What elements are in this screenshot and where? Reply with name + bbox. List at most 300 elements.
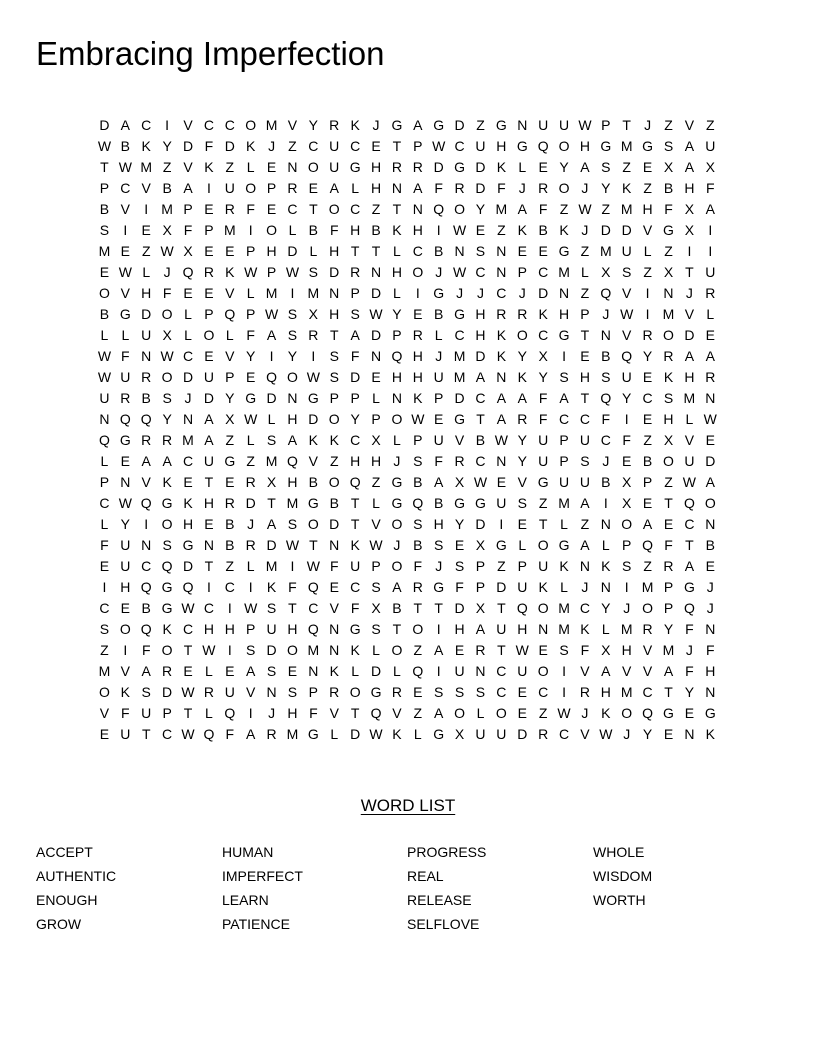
- grid-row: [94, 388, 721, 409]
- grid-letter: T: [622, 117, 631, 133]
- grid-letter: C: [350, 138, 361, 154]
- grid-letter: G: [558, 327, 570, 343]
- grid-letter: C: [182, 453, 194, 469]
- grid-letter: T: [664, 684, 673, 700]
- grid-letter: X: [622, 474, 632, 490]
- grid-letter: B: [538, 222, 548, 238]
- grid-letter: L: [246, 432, 255, 448]
- grid-letter: E: [642, 159, 653, 175]
- grid-letter: V: [642, 642, 653, 658]
- grid-letter: H: [454, 621, 465, 637]
- grid-letter: I: [206, 579, 211, 595]
- grid-letter: V: [580, 726, 590, 742]
- grid-letter: G: [391, 117, 403, 133]
- grid-letter: D: [162, 684, 173, 700]
- grid-letter: K: [225, 264, 235, 280]
- grid-letter: I: [165, 117, 170, 133]
- grid-letter: A: [141, 453, 151, 469]
- grid-letter: R: [475, 642, 486, 658]
- grid-letter: Q: [287, 453, 298, 469]
- grid-letter: Z: [413, 705, 423, 721]
- grid-letter: M: [182, 432, 194, 448]
- grid-letter: G: [182, 537, 194, 553]
- grid-letter: I: [562, 663, 566, 679]
- grid-letter: G: [433, 285, 445, 301]
- grid-letter: X: [266, 474, 277, 490]
- grid-letter: J: [268, 705, 276, 721]
- grid-letter: V: [141, 474, 151, 490]
- grid-letter: M: [662, 306, 675, 322]
- grid-letter: I: [290, 285, 295, 301]
- grid-letter: O: [328, 474, 340, 490]
- grid-letter: T: [476, 411, 485, 427]
- grid-letter: T: [183, 642, 193, 658]
- grid-letter: D: [224, 138, 235, 154]
- grid-letter: F: [309, 705, 318, 721]
- grid-letter: F: [455, 579, 464, 595]
- grid-letter: O: [537, 537, 549, 553]
- grid-row: [94, 598, 721, 619]
- grid-letter: C: [496, 684, 507, 700]
- grid-row: [94, 199, 721, 220]
- grid-letter: B: [120, 138, 130, 154]
- grid-letter: J: [706, 600, 714, 616]
- grid-letter: H: [287, 411, 298, 427]
- grid-letter: W: [285, 264, 300, 280]
- grid-letter: A: [496, 411, 507, 427]
- grid-letter: K: [580, 621, 590, 637]
- grid-letter: P: [350, 390, 360, 406]
- grid-letter: S: [601, 369, 611, 385]
- grid-letter: C: [162, 726, 173, 742]
- grid-letter: W: [118, 264, 132, 280]
- grid-letter: Q: [266, 369, 278, 385]
- grid-letter: P: [663, 579, 674, 595]
- grid-letter: J: [247, 516, 255, 532]
- grid-letter: Q: [600, 390, 612, 406]
- grid-letter: E: [266, 201, 277, 217]
- grid-letter: I: [436, 663, 441, 679]
- grid-letter: K: [705, 726, 715, 742]
- grid-letter: H: [412, 222, 423, 238]
- grid-letter: V: [517, 474, 527, 490]
- grid-letter: W: [118, 495, 132, 511]
- grid-letter: A: [141, 663, 151, 679]
- grid-letter: H: [579, 138, 590, 154]
- grid-letter: T: [580, 390, 590, 406]
- grid-letter: Z: [601, 201, 611, 217]
- grid-letter: L: [100, 327, 109, 343]
- grid-letter: I: [415, 285, 420, 301]
- grid-letter: L: [351, 180, 360, 196]
- grid-letter: N: [370, 264, 382, 280]
- grid-letter: F: [121, 348, 130, 364]
- grid-letter: Q: [537, 138, 549, 154]
- grid-letter: P: [475, 558, 486, 574]
- grid-letter: X: [308, 306, 319, 322]
- grid-letter: T: [392, 201, 402, 217]
- grid-letter: S: [475, 243, 486, 259]
- grid-letter: J: [518, 285, 526, 301]
- grid-letter: A: [496, 390, 507, 406]
- grid-row: [94, 619, 721, 640]
- grid-letter: U: [120, 369, 131, 385]
- grid-letter: T: [685, 264, 694, 280]
- grid-letter: J: [602, 453, 610, 469]
- grid-letter: X: [663, 432, 674, 448]
- grid-letter: R: [224, 201, 235, 217]
- grid-letter: R: [412, 327, 423, 343]
- grid-letter: X: [475, 600, 486, 616]
- grid-letter: L: [205, 705, 213, 721]
- grid-letter: I: [645, 306, 650, 322]
- grid-letter: Q: [203, 726, 215, 742]
- grid-letter: L: [142, 264, 151, 280]
- grid-letter: K: [246, 138, 256, 154]
- grid-letter: V: [141, 180, 151, 196]
- grid-letter: S: [246, 642, 256, 658]
- grid-letter: X: [454, 474, 465, 490]
- grid-letter: R: [162, 432, 173, 448]
- grid-letter: Q: [307, 579, 319, 595]
- grid-row: [94, 493, 721, 514]
- grid-letter: V: [622, 327, 632, 343]
- word-list-item: AUTHENTIC: [36, 868, 117, 884]
- grid-letter: S: [329, 348, 339, 364]
- grid-letter: V: [642, 222, 653, 238]
- grid-letter: U: [496, 495, 507, 511]
- grid-letter: Y: [517, 348, 527, 364]
- word-list-item: HUMAN: [222, 844, 274, 860]
- grid-letter: J: [268, 138, 276, 154]
- grid-letter: H: [224, 621, 235, 637]
- grid-letter: O: [412, 264, 424, 280]
- grid-letter: P: [246, 621, 256, 637]
- grid-letter: E: [99, 726, 110, 742]
- page-title: Embracing Imperfection: [36, 35, 385, 72]
- grid-letter: D: [684, 327, 695, 343]
- grid-letter: W: [452, 222, 467, 238]
- grid-letter: A: [120, 117, 130, 133]
- grid-letter: Y: [308, 117, 319, 133]
- grid-letter: F: [246, 327, 255, 343]
- grid-letter: O: [99, 684, 110, 700]
- grid-letter: M: [558, 495, 570, 511]
- grid-letter: N: [203, 537, 214, 553]
- grid-letter: W: [473, 474, 488, 490]
- grid-letter: E: [225, 474, 235, 490]
- grid-letter: F: [225, 726, 235, 742]
- grid-letter: V: [684, 117, 695, 133]
- grid-letter: T: [100, 159, 109, 175]
- grid-row: [94, 346, 721, 367]
- grid-letter: N: [370, 348, 382, 364]
- grid-row: [94, 304, 721, 325]
- grid-row: [94, 283, 721, 304]
- grid-letter: B: [705, 537, 715, 553]
- grid-letter: E: [99, 558, 110, 574]
- grid-row: [94, 682, 721, 703]
- grid-letter: P: [475, 579, 486, 595]
- grid-letter: T: [350, 495, 360, 511]
- grid-letter: T: [204, 474, 214, 490]
- grid-letter: V: [684, 432, 695, 448]
- grid-letter: E: [120, 243, 130, 259]
- grid-letter: Q: [140, 495, 152, 511]
- grid-letter: O: [287, 642, 298, 658]
- grid-letter: H: [287, 705, 298, 721]
- grid-letter: P: [183, 201, 193, 217]
- grid-letter: D: [329, 264, 340, 280]
- grid-letter: Q: [683, 600, 695, 616]
- grid-letter: Z: [664, 117, 673, 133]
- grid-letter: B: [642, 453, 653, 469]
- grid-letter: B: [601, 348, 611, 364]
- grid-letter: E: [225, 243, 235, 259]
- grid-letter: W: [202, 642, 216, 658]
- grid-letter: A: [183, 180, 193, 196]
- grid-letter: A: [246, 726, 256, 742]
- grid-letter: D: [329, 516, 340, 532]
- grid-letter: D: [621, 222, 632, 238]
- grid-letter: U: [705, 138, 716, 154]
- grid-letter: K: [496, 159, 507, 175]
- grid-letter: H: [433, 516, 444, 532]
- grid-letter: G: [663, 705, 674, 721]
- grid-letter: R: [579, 684, 590, 700]
- grid-letter: O: [412, 621, 424, 637]
- grid-letter: G: [537, 474, 549, 490]
- grid-row: [94, 241, 721, 262]
- grid-letter: S: [413, 453, 423, 469]
- grid-letter: V: [225, 348, 235, 364]
- grid-letter: K: [559, 222, 569, 238]
- grid-letter: V: [246, 684, 256, 700]
- grid-letter: A: [350, 327, 360, 343]
- grid-letter: E: [496, 474, 507, 490]
- grid-letter: Q: [600, 285, 612, 301]
- grid-letter: G: [454, 159, 466, 175]
- grid-letter: A: [684, 558, 695, 574]
- grid-letter: G: [307, 726, 319, 742]
- grid-letter: Z: [246, 453, 255, 469]
- grid-letter: G: [349, 621, 361, 637]
- grid-letter: G: [475, 495, 486, 511]
- grid-letter: D: [517, 726, 528, 742]
- grid-letter: K: [308, 432, 319, 448]
- grid-letter: P: [517, 264, 527, 280]
- grid-letter: X: [371, 432, 381, 448]
- grid-letter: M: [453, 369, 466, 385]
- grid-letter: D: [475, 516, 486, 532]
- grid-letter: R: [308, 327, 319, 343]
- grid-letter: S: [663, 138, 674, 154]
- grid-letter: H: [266, 243, 277, 259]
- grid-letter: S: [517, 495, 527, 511]
- grid-letter: S: [329, 369, 339, 385]
- grid-letter: G: [454, 495, 466, 511]
- grid-letter: U: [517, 579, 528, 595]
- grid-letter: L: [601, 621, 610, 637]
- grid-letter: Z: [705, 117, 715, 133]
- grid-letter: N: [600, 579, 611, 595]
- grid-letter: Q: [140, 621, 152, 637]
- grid-letter: M: [683, 390, 696, 406]
- grid-letter: P: [329, 390, 339, 406]
- grid-letter: K: [559, 558, 569, 574]
- grid-letter: D: [475, 180, 486, 196]
- grid-row: [94, 409, 721, 430]
- grid-letter: I: [227, 600, 232, 616]
- grid-letter: B: [413, 474, 423, 490]
- grid-letter: R: [224, 495, 235, 511]
- grid-letter: Q: [224, 705, 236, 721]
- grid-letter: M: [140, 159, 153, 175]
- grid-letter: S: [454, 684, 465, 700]
- grid-letter: Q: [412, 495, 424, 511]
- grid-letter: N: [496, 453, 507, 469]
- grid-letter: T: [329, 327, 339, 343]
- grid-letter: J: [372, 117, 380, 133]
- grid-letter: H: [600, 684, 611, 700]
- grid-letter: O: [558, 180, 570, 196]
- grid-letter: Y: [350, 411, 360, 427]
- grid-letter: E: [371, 369, 381, 385]
- grid-letter: P: [580, 306, 590, 322]
- grid-letter: J: [602, 306, 610, 322]
- grid-row: [94, 472, 721, 493]
- grid-letter: C: [412, 243, 423, 259]
- grid-letter: J: [581, 180, 589, 196]
- grid-letter: M: [599, 243, 612, 259]
- grid-letter: R: [538, 180, 549, 196]
- grid-letter: U: [621, 369, 632, 385]
- word-list-item: LEARN: [222, 892, 269, 908]
- grid-letter: K: [538, 306, 548, 322]
- grid-letter: B: [371, 222, 381, 238]
- grid-letter: B: [392, 600, 402, 616]
- grid-letter: W: [264, 306, 279, 322]
- grid-letter: E: [204, 243, 214, 259]
- grid-letter: Q: [349, 474, 361, 490]
- grid-letter: N: [496, 243, 507, 259]
- grid-letter: A: [663, 663, 674, 679]
- grid-letter: L: [413, 726, 422, 742]
- grid-letter: P: [517, 558, 527, 574]
- grid-letter: F: [705, 642, 715, 658]
- grid-letter: V: [225, 285, 235, 301]
- grid-letter: C: [684, 516, 695, 532]
- grid-letter: Y: [601, 600, 611, 616]
- grid-letter: H: [350, 453, 361, 469]
- grid-letter: O: [391, 558, 403, 574]
- grid-row: [94, 430, 721, 451]
- grid-letter: Z: [538, 705, 548, 721]
- grid-letter: G: [224, 453, 236, 469]
- grid-letter: A: [705, 201, 715, 217]
- grid-letter: C: [224, 579, 235, 595]
- grid-letter: J: [476, 285, 484, 301]
- grid-letter: J: [581, 705, 589, 721]
- grid-letter: W: [97, 138, 112, 154]
- grid-letter: Y: [517, 432, 527, 448]
- grid-letter: E: [308, 180, 319, 196]
- grid-letter: H: [475, 327, 486, 343]
- grid-letter: P: [204, 306, 214, 322]
- grid-letter: B: [434, 306, 444, 322]
- grid-letter: G: [433, 726, 445, 742]
- grid-letter: E: [517, 516, 527, 532]
- grid-letter: S: [371, 621, 381, 637]
- grid-letter: U: [224, 180, 235, 196]
- grid-letter: S: [350, 306, 360, 322]
- grid-letter: E: [120, 453, 130, 469]
- grid-letter: N: [705, 684, 716, 700]
- grid-letter: Y: [287, 348, 298, 364]
- grid-letter: B: [475, 432, 486, 448]
- grid-letter: E: [183, 285, 193, 301]
- grid-letter: F: [350, 348, 360, 364]
- grid-letter: I: [562, 348, 566, 364]
- grid-letter: O: [642, 600, 654, 616]
- grid-letter: O: [516, 327, 528, 343]
- grid-letter: I: [123, 642, 128, 658]
- grid-letter: T: [141, 726, 151, 742]
- grid-letter: G: [433, 117, 445, 133]
- grid-letter: P: [642, 474, 653, 490]
- grid-letter: Q: [516, 600, 528, 616]
- grid-letter: U: [454, 663, 465, 679]
- grid-letter: Z: [643, 264, 652, 280]
- grid-letter: O: [161, 642, 173, 658]
- grid-letter: Z: [225, 558, 235, 574]
- grid-letter: T: [288, 600, 297, 616]
- grid-letter: A: [246, 663, 256, 679]
- grid-letter: N: [705, 390, 716, 406]
- word-list-item: ENOUGH: [36, 892, 98, 908]
- grid-letter: C: [287, 201, 298, 217]
- grid-letter: H: [329, 306, 340, 322]
- grid-letter: J: [644, 117, 652, 133]
- grid-letter: R: [141, 432, 152, 448]
- grid-letter: N: [141, 537, 152, 553]
- grid-letter: J: [685, 642, 693, 658]
- grid-letter: O: [245, 117, 257, 133]
- grid-letter: G: [704, 705, 716, 721]
- grid-letter: H: [120, 579, 131, 595]
- grid-letter: D: [475, 348, 486, 364]
- grid-letter: C: [350, 579, 361, 595]
- grid-letter: M: [641, 579, 654, 595]
- grid-letter: G: [307, 495, 319, 511]
- grid-letter: Z: [413, 642, 423, 658]
- grid-letter: Y: [162, 411, 172, 427]
- grid-letter: E: [413, 684, 423, 700]
- grid-letter: D: [99, 117, 110, 133]
- grid-letter: V: [454, 432, 465, 448]
- grid-letter: N: [308, 663, 319, 679]
- grid-letter: G: [642, 138, 654, 154]
- grid-letter: C: [454, 138, 465, 154]
- grid-row: [94, 262, 721, 283]
- grid-letter: S: [287, 684, 298, 700]
- grid-letter: O: [621, 516, 633, 532]
- grid-letter: X: [663, 159, 674, 175]
- grid-letter: G: [558, 243, 570, 259]
- grid-letter: C: [600, 432, 611, 448]
- grid-letter: L: [393, 243, 401, 259]
- grid-letter: U: [579, 474, 590, 490]
